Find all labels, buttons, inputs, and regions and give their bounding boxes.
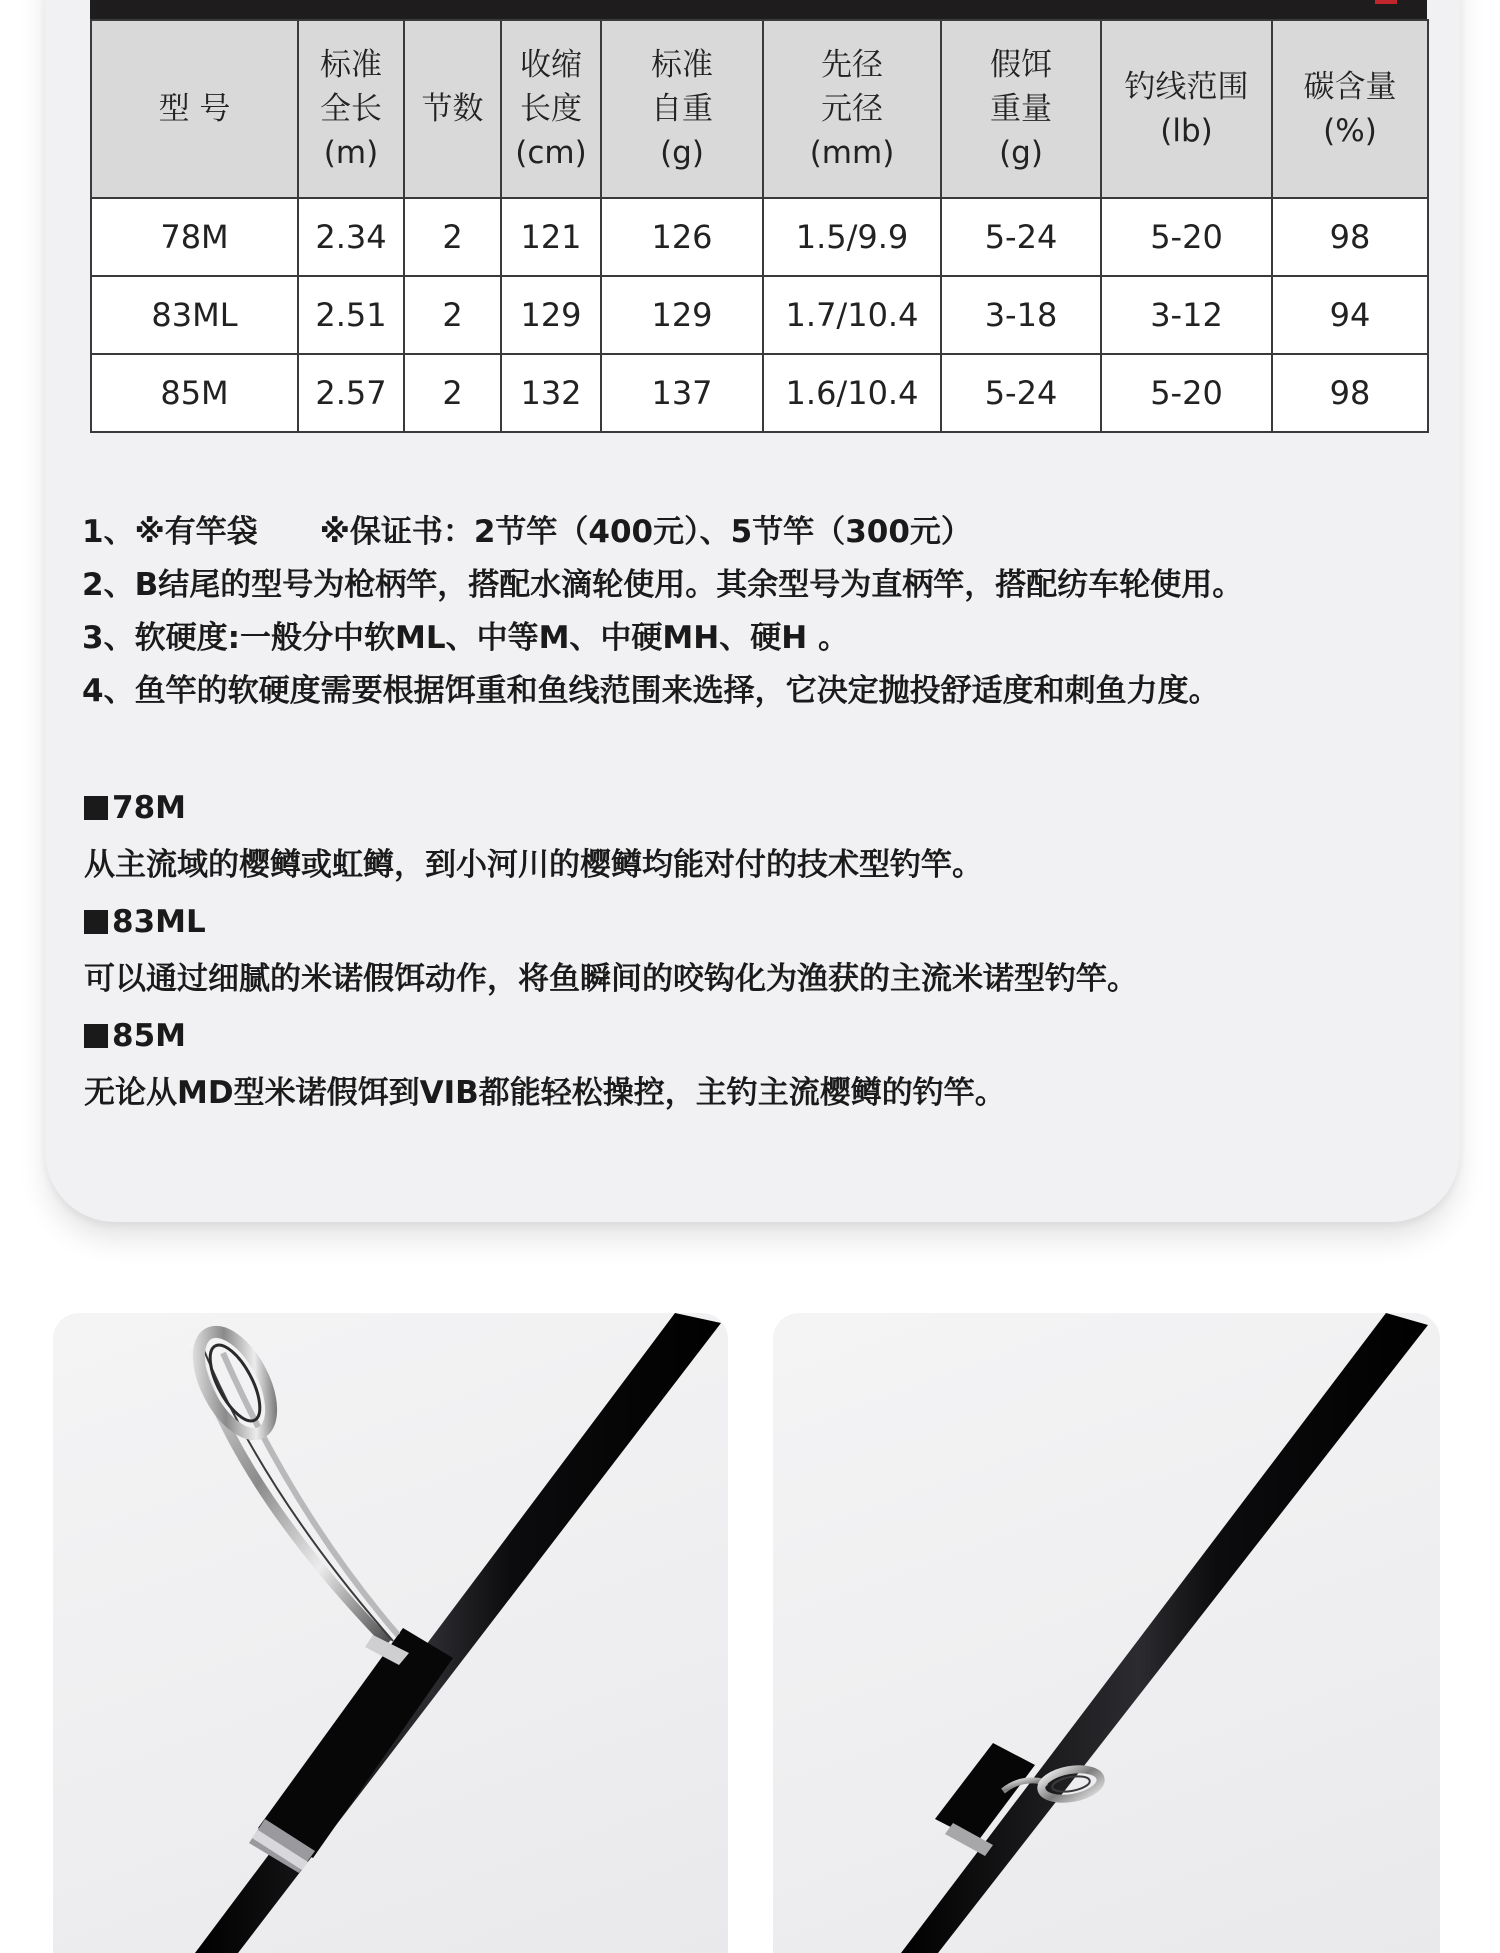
model-name: 78M	[112, 790, 186, 826]
cell-carbon: 98	[1272, 354, 1428, 432]
cell-closed-length: 132	[501, 354, 601, 432]
cell-closed-length: 129	[501, 276, 601, 354]
cell-diameter: 1.7/10.4	[763, 276, 941, 354]
cell-line-range: 3-12	[1101, 276, 1272, 354]
col-header-carbon: 碳含量 (%)	[1272, 20, 1428, 198]
cell-line-range: 5-20	[1101, 354, 1272, 432]
table-header-row	[91, 20, 1428, 198]
notes-section	[82, 506, 1402, 718]
model-description: 无论从MD型米诺假饵到VIB都能轻松操控，主钓主流樱鳟的钓竿。	[84, 1075, 1006, 1111]
col-header-diameter: 先径 元径 (mm)	[763, 20, 941, 198]
note-item: 2、B结尾的型号为枪柄竿，搭配水滴轮使用。其余型号为直柄竿，搭配纺车轮使用。	[82, 567, 1244, 603]
table-row	[91, 276, 1428, 354]
model-name: 83ML	[112, 904, 206, 940]
rod-with-small-guide-image	[773, 1313, 1440, 1953]
spec-table	[90, 19, 1429, 433]
cell-weight: 129	[601, 276, 763, 354]
cell-sections: 2	[404, 276, 501, 354]
square-bullet-icon	[84, 910, 108, 934]
table-row	[91, 198, 1428, 276]
header-accent	[1375, 0, 1397, 4]
rod-guide-photo-right	[773, 1313, 1440, 1953]
cell-carbon: 98	[1272, 198, 1428, 276]
col-header-sections: 节数	[404, 20, 501, 198]
model-heading	[84, 1008, 1404, 1065]
cell-lure-weight: 3-18	[941, 276, 1101, 354]
square-bullet-icon	[84, 1024, 108, 1048]
header-bar	[90, 0, 1427, 19]
cell-length: 2.34	[298, 198, 404, 276]
cell-length: 2.51	[298, 276, 404, 354]
cell-length: 2.57	[298, 354, 404, 432]
cell-diameter: 1.6/10.4	[763, 354, 941, 432]
square-bullet-icon	[84, 796, 108, 820]
model-descriptions	[84, 780, 1404, 1122]
cell-line-range: 5-20	[1101, 198, 1272, 276]
col-header-lure-weight: 假饵 重量 (g)	[941, 20, 1101, 198]
cell-weight: 137	[601, 354, 763, 432]
col-header-line-range: 钓线范围 (lb)	[1101, 20, 1272, 198]
cell-lure-weight: 5-24	[941, 198, 1101, 276]
model-description: 可以通过细腻的米诺假饵动作，将鱼瞬间的咬钩化为渔获的主流米诺型钓竿。	[84, 961, 1138, 997]
cell-lure-weight: 5-24	[941, 354, 1101, 432]
col-header-model: 型 号	[91, 20, 298, 198]
cell-weight: 126	[601, 198, 763, 276]
col-header-length: 标准 全长 (m)	[298, 20, 404, 198]
cell-diameter: 1.5/9.9	[763, 198, 941, 276]
cell-sections: 2	[404, 354, 501, 432]
table-row	[91, 354, 1428, 432]
cell-carbon: 94	[1272, 276, 1428, 354]
col-header-closed-length: 收缩 长度 (cm)	[501, 20, 601, 198]
cell-model: 78M	[91, 198, 298, 276]
model-heading	[84, 780, 1404, 837]
note-item: 3、软硬度:一般分中软ML、中等M、中硬MH、硬H 。	[82, 620, 849, 656]
model-name: 85M	[112, 1018, 186, 1054]
cell-model: 83ML	[91, 276, 298, 354]
cell-closed-length: 121	[501, 198, 601, 276]
rod-guide-photo-left	[53, 1313, 728, 1953]
cell-model: 85M	[91, 354, 298, 432]
rod-with-guide-image	[53, 1313, 728, 1953]
model-description: 从主流域的樱鳟或虹鳟，到小河川的樱鳟均能对付的技术型钓竿。	[84, 847, 983, 883]
note-item: 1、※有竿袋 ※保证书：2节竿（400元）、5节竿（300元）	[82, 514, 972, 550]
col-header-weight: 标准 自重 (g)	[601, 20, 763, 198]
cell-sections: 2	[404, 198, 501, 276]
note-item: 4、鱼竿的软硬度需要根据饵重和鱼线范围来选择，它决定抛投舒适度和刺鱼力度。	[82, 673, 1220, 709]
model-heading	[84, 894, 1404, 951]
